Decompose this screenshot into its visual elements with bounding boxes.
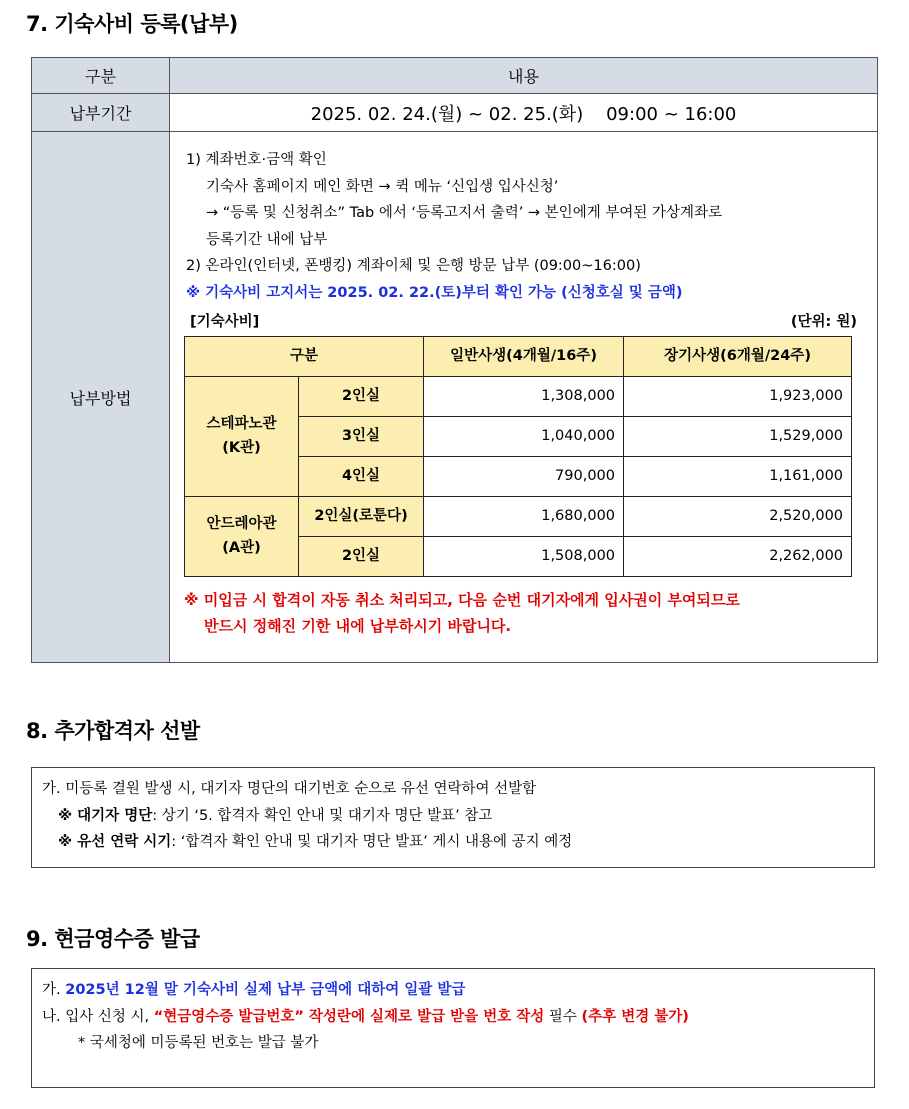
warning-line-1: ※ 미입금 시 합격이 자동 취소 처리되고, 다음 순번 대기자에게 입사권이 부여되므로 — [184, 590, 740, 609]
method-line-1: 1) 계좌번호·금액 확인 — [186, 152, 327, 168]
section8-line-1: 가. 미등록 결원 발생 시, 대기자 명단의 대기번호 순으로 유선 연락하여 선발함 — [42, 781, 537, 797]
fee-regular: 790,000 — [424, 456, 624, 496]
contact-time-label: ※ 유선 연락 시기 — [58, 834, 172, 850]
method-line-4: 등록기간 내에 납부 — [206, 231, 328, 248]
section8-box — [31, 767, 875, 868]
room-type: 4인실 — [299, 456, 424, 496]
building-a-code: (A관) — [222, 540, 261, 556]
fee-long: 1,161,000 — [624, 456, 852, 496]
section9-heading: 9. 현금영수증 발급 — [26, 927, 200, 951]
section9-line-2 — [42, 1004, 874, 1031]
warning-notice — [184, 587, 867, 639]
no-change-notice: (추후 변경 불가) — [581, 1008, 689, 1025]
section7-heading: 7. 기숙사비 등록(납부) — [26, 12, 238, 36]
method-content — [170, 132, 878, 663]
waitlist-text: : 상기 ‘5. 합격자 확인 안내 및 대기자 명단 발표’ 참고 — [152, 807, 493, 824]
header-content: 내용 — [170, 58, 878, 94]
required-text: 필수 — [544, 1008, 582, 1025]
fee-table — [184, 336, 852, 577]
fee-long: 1,529,000 — [624, 416, 852, 456]
section8-line-2 — [42, 803, 874, 830]
building-k-name: 스테파노관 — [206, 416, 277, 432]
method-label: 납부방법 — [32, 132, 170, 663]
period-label: 납부기간 — [32, 94, 170, 132]
payment-table — [31, 57, 878, 663]
fee-regular: 1,508,000 — [424, 536, 624, 576]
fee-long: 2,520,000 — [624, 496, 852, 536]
header-category: 구분 — [32, 58, 170, 94]
table-row — [185, 376, 852, 416]
method-line-3: → “등록 및 신청취소” Tab 에서 ‘등록고지서 출력’ → 본인에게 부여된 가상계좌로 — [206, 205, 722, 221]
building-k — [185, 376, 299, 496]
section8-heading: 8. 추가합격자 선발 — [26, 719, 200, 743]
fee-long: 2,262,000 — [624, 536, 852, 576]
building-a-name: 안드레아관 — [206, 516, 277, 532]
fee-header-category: 구분 — [185, 336, 424, 376]
room-type: 2인실(로툰다) — [299, 496, 424, 536]
line2-prefix: 나. 입사 신청 시, — [42, 1008, 154, 1025]
receipt-number-notice: “현금영수증 발급번호” 작성란에 실제로 발급 받을 번호 작성 — [153, 1008, 545, 1025]
contact-time-text: : ‘합격자 확인 안내 및 대기자 명단 발표’ 게시 내용에 공지 예정 — [171, 834, 573, 850]
method-line-2: 기숙사 홈페이지 메인 화면 → 퀵 메뉴 ‘신입생 입사신청’ — [206, 178, 559, 195]
building-a — [185, 496, 299, 576]
fee-table-unit: (단위: 원) — [790, 314, 857, 330]
fee-regular: 1,308,000 — [424, 376, 624, 416]
fee-table-caption — [184, 309, 867, 336]
section9-line-1 — [42, 977, 874, 1004]
fee-regular: 1,040,000 — [424, 416, 624, 456]
room-type: 2인실 — [299, 376, 424, 416]
building-k-code: (K관) — [222, 440, 261, 456]
line1-prefix: 가. — [42, 982, 66, 998]
waitlist-label: ※ 대기자 명단 — [58, 807, 153, 824]
fee-long: 1,923,000 — [624, 376, 852, 416]
table-row — [185, 496, 852, 536]
section9-line-3: * 국세청에 미등록된 번호는 발급 불가 — [78, 1035, 319, 1051]
warning-line-2: 반드시 정해진 기한 내에 납부하시기 바랍니다. — [204, 616, 512, 635]
room-type: 3인실 — [299, 416, 424, 456]
notice-line: ※ 기숙사비 고지서는 2025. 02. 22.(토)부터 확인 가능 (신청호실 및 금액) — [186, 284, 683, 301]
fee-table-title: [기숙사비] — [190, 314, 260, 330]
fee-regular: 1,680,000 — [424, 496, 624, 536]
room-type: 2인실 — [299, 536, 424, 576]
fee-header-long: 장기사생(6개월/24주) — [624, 336, 852, 376]
section9-box — [31, 968, 875, 1088]
section8-line-3 — [42, 829, 874, 856]
fee-header-regular: 일반사생(4개월/16주) — [424, 336, 624, 376]
receipt-issue-notice: 2025년 12월 말 기숙사비 실제 납부 금액에 대하여 일괄 발급 — [65, 982, 466, 998]
method-line-5: 2) 온라인(인터넷, 폰뱅킹) 계좌이체 및 은행 방문 납부 (09:00~16:00) — [186, 258, 641, 274]
period-value: 2025. 02. 24.(월) ~ 02. 25.(화) 09:00 ~ 16:00 — [170, 94, 878, 132]
